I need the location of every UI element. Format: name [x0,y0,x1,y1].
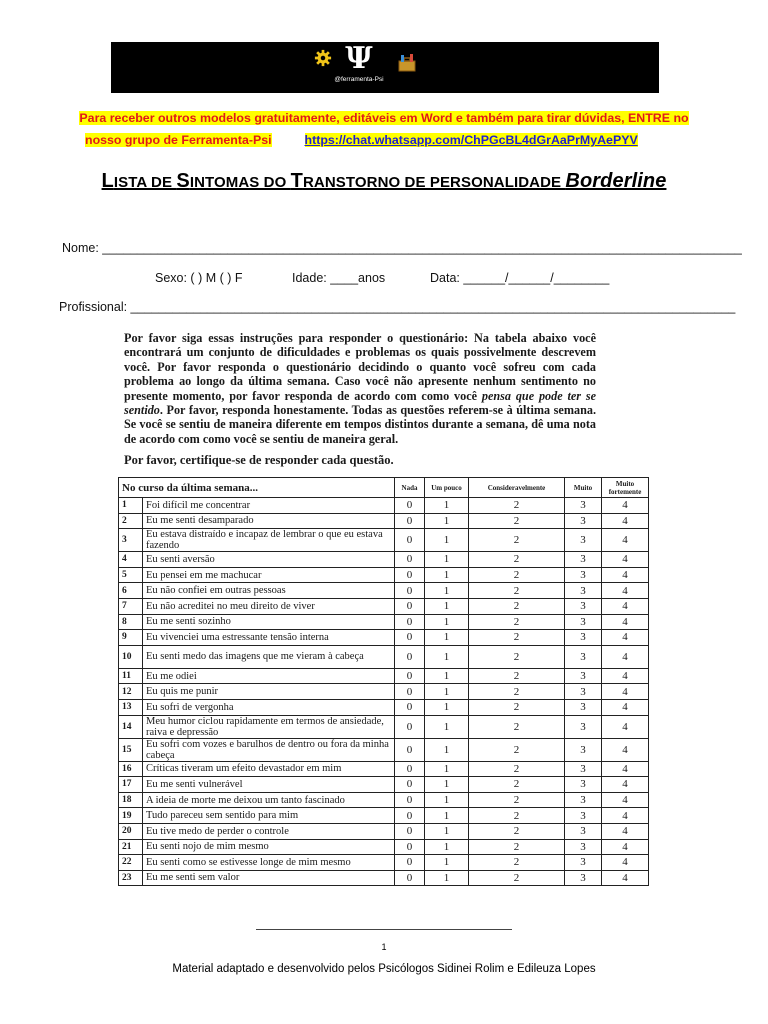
table-row [119,808,649,824]
item-number: 21 [119,839,143,855]
score-option-0[interactable]: 0 [395,645,425,668]
page-number: 1 [381,942,387,952]
item-text: Meu humor ciclou rapidamente em termos de ansiedade, raiva e depressão [143,715,395,738]
table-row [119,498,649,514]
score-option-1[interactable]: 1 [425,529,469,552]
item-number: 8 [119,614,143,630]
score-option-3[interactable]: 3 [565,498,602,514]
score-option-0[interactable]: 0 [395,823,425,839]
score-option-4[interactable]: 4 [602,699,649,715]
score-option-4[interactable]: 4 [602,839,649,855]
score-option-1[interactable]: 1 [425,645,469,668]
document-title [0,168,768,196]
logo-banner [111,42,659,93]
score-option-4[interactable]: 4 [602,645,649,668]
item-text: Eu tive medo de perder o controle [143,823,395,839]
item-text: A ideia de morte me deixou um tanto fascinado [143,792,395,808]
item-text: Eu senti nojo de mim mesmo [143,839,395,855]
table-row [119,614,649,630]
score-option-1[interactable]: 1 [425,738,469,761]
score-option-2[interactable]: 2 [469,823,565,839]
score-option-4[interactable]: 4 [602,552,649,568]
item-number: 11 [119,668,143,684]
score-option-3[interactable]: 3 [565,552,602,568]
whatsapp-group-link[interactable]: https://chat.whatsapp.com/ChPGcBL4dGrAaPrMyAePYV [304,133,638,147]
score-option-2[interactable]: 2 [469,498,565,514]
item-text: Eu vivenciei uma estressante tensão interna [143,630,395,646]
header-muito-fortemente: Muito fortemente [602,478,649,498]
score-option-3[interactable]: 3 [565,630,602,646]
item-text: Eu me senti vulnerável [143,777,395,793]
score-option-1[interactable]: 1 [425,777,469,793]
score-option-3[interactable]: 3 [565,761,602,777]
score-option-4[interactable]: 4 [602,498,649,514]
promo-line-2 [85,130,638,151]
score-option-1[interactable]: 1 [425,715,469,738]
item-number: 15 [119,738,143,761]
table-row [119,567,649,583]
score-option-1[interactable]: 1 [425,839,469,855]
score-option-1[interactable]: 1 [425,823,469,839]
score-option-4[interactable]: 4 [602,513,649,529]
score-option-2[interactable]: 2 [469,513,565,529]
score-option-3[interactable]: 3 [565,668,602,684]
score-option-2[interactable]: 2 [469,583,565,599]
item-text: Eu não acreditei no meu direito de viver [143,598,395,614]
score-option-3[interactable]: 3 [565,529,602,552]
score-option-0[interactable]: 0 [395,614,425,630]
score-option-1[interactable]: 1 [425,567,469,583]
item-number: 4 [119,552,143,568]
table-row [119,777,649,793]
score-option-2[interactable]: 2 [469,614,565,630]
score-option-0[interactable]: 0 [395,567,425,583]
title-part-1: LISTA DE SINTOMAS DO TRANSTORNO DE PERSONALIDADE Borderline [101,170,667,192]
item-number: 17 [119,777,143,793]
score-option-0[interactable]: 0 [395,839,425,855]
score-option-1[interactable]: 1 [425,583,469,599]
item-text: Eu não confiei em outras pessoas [143,583,395,599]
score-option-1[interactable]: 1 [425,684,469,700]
score-option-4[interactable]: 4 [602,761,649,777]
score-option-0[interactable]: 0 [395,529,425,552]
toolbox-icon [397,53,417,73]
score-option-1[interactable]: 1 [425,699,469,715]
score-option-1[interactable]: 1 [425,870,469,886]
score-option-4[interactable]: 4 [602,583,649,599]
table-row [119,792,649,808]
score-option-2[interactable]: 2 [469,808,565,824]
item-number: 22 [119,855,143,871]
score-option-0[interactable]: 0 [395,552,425,568]
table-row [119,645,649,668]
item-text: Eu me senti sem valor [143,870,395,886]
item-text: Críticas tiveram um efeito devastador em mim [143,761,395,777]
score-option-2[interactable]: 2 [469,529,565,552]
logo-handle: @ferramenta-Psi [334,76,384,83]
item-number: 12 [119,684,143,700]
score-option-3[interactable]: 3 [565,855,602,871]
score-option-4[interactable]: 4 [602,808,649,824]
score-option-4[interactable]: 4 [602,855,649,871]
score-option-3[interactable]: 3 [565,738,602,761]
promo-text-1: Para receber outros modelos gratuitamente, editáveis em Word e também para tirar dúvidas, ENTRE no [79,111,689,125]
score-option-0[interactable]: 0 [395,498,425,514]
table-row [119,715,649,738]
table-row [119,513,649,529]
footer-credit: Material adaptado e desenvolvido pelos Psicólogos Sidinei Rolim e Edileuza Lopes [172,963,596,975]
table-row [119,699,649,715]
score-option-0[interactable]: 0 [395,630,425,646]
score-option-1[interactable]: 1 [425,761,469,777]
score-option-2[interactable]: 2 [469,715,565,738]
score-option-2[interactable]: 2 [469,761,565,777]
score-option-4[interactable]: 4 [602,529,649,552]
score-option-2[interactable]: 2 [469,792,565,808]
score-option-3[interactable]: 3 [565,792,602,808]
score-option-2[interactable]: 2 [469,668,565,684]
item-number: 9 [119,630,143,646]
header-muito: Muito [565,478,602,498]
score-option-0[interactable]: 0 [395,870,425,886]
promo-text-2: nosso grupo de Ferramenta-Psi [85,133,272,147]
score-option-0[interactable]: 0 [395,855,425,871]
item-text: Eu me senti sozinho [143,614,395,630]
table-header-row [119,478,649,498]
score-option-3[interactable]: 3 [565,567,602,583]
symptom-table [118,477,649,886]
instructions-paragraph: Por favor siga essas instruções para responder o questionário: Na tabela abaixo você encontrará um conjunto de dificuldades e problemas os quais possivelmente descrevem você. Por favor responda o questionário decidindo o quanto você sofreu com cada problema ao longo da última semana. Caso você não apresente nenhum sentimento no presente momento, por favor responda de acordo com como você pensa que pode ter se sentido. Por favor, responda honestamente. Todas as questões referem-se à última semana. Se você se sentiu de maneira diferente em tempos distintos durante a semana, dê uma nota de acordo com como você se sentiu de maneira geral. [124,331,597,446]
table-row [119,598,649,614]
score-option-4[interactable]: 4 [602,614,649,630]
score-option-2[interactable]: 2 [469,777,565,793]
item-text: Eu sofri de vergonha [143,699,395,715]
item-number: 5 [119,567,143,583]
item-number: 3 [119,529,143,552]
item-number: 6 [119,583,143,599]
score-option-4[interactable]: 4 [602,668,649,684]
promo-banner [40,108,728,151]
score-option-0[interactable]: 0 [395,598,425,614]
table-row [119,839,649,855]
score-option-4[interactable]: 4 [602,777,649,793]
score-option-1[interactable]: 1 [425,614,469,630]
table-body [119,498,649,886]
score-option-2[interactable]: 2 [469,738,565,761]
item-number: 16 [119,761,143,777]
score-option-4[interactable]: 4 [602,630,649,646]
score-option-3[interactable]: 3 [565,645,602,668]
score-option-2[interactable]: 2 [469,855,565,871]
psi-symbol: Ψ [345,41,373,76]
item-number: 20 [119,823,143,839]
score-option-2[interactable]: 2 [469,567,565,583]
professional-field[interactable]: Profissional: _______________________________________________________________________________________ [59,300,736,314]
header-um-pouco: Um pouco [425,478,469,498]
item-text: Eu estava distraído e incapaz de lembrar o que eu estava fazendo [143,529,395,552]
score-option-0[interactable]: 0 [395,738,425,761]
score-option-2[interactable]: 2 [469,552,565,568]
table-row [119,552,649,568]
table-row [119,684,649,700]
table-row [119,855,649,871]
score-option-4[interactable]: 4 [602,598,649,614]
score-option-3[interactable]: 3 [565,513,602,529]
score-option-3[interactable]: 3 [565,583,602,599]
score-option-0[interactable]: 0 [395,684,425,700]
score-option-3[interactable]: 3 [565,823,602,839]
score-option-3[interactable]: 3 [565,699,602,715]
item-text: Eu me senti desamparado [143,513,395,529]
score-option-2[interactable]: 2 [469,870,565,886]
score-option-0[interactable]: 0 [395,668,425,684]
item-number: 7 [119,598,143,614]
score-option-3[interactable]: 3 [565,598,602,614]
table-row [119,738,649,761]
score-option-1[interactable]: 1 [425,668,469,684]
score-option-0[interactable]: 0 [395,761,425,777]
score-option-1[interactable]: 1 [425,513,469,529]
item-number: 23 [119,870,143,886]
score-option-3[interactable]: 3 [565,870,602,886]
score-option-4[interactable]: 4 [602,792,649,808]
score-option-3[interactable]: 3 [565,614,602,630]
item-number: 14 [119,715,143,738]
score-option-0[interactable]: 0 [395,699,425,715]
table-row [119,529,649,552]
score-option-1[interactable]: 1 [425,808,469,824]
item-number: 19 [119,808,143,824]
score-option-1[interactable]: 1 [425,498,469,514]
score-option-1[interactable]: 1 [425,792,469,808]
item-number: 1 [119,498,143,514]
promo-line-1 [40,108,728,129]
score-option-2[interactable]: 2 [469,598,565,614]
score-option-4[interactable]: 4 [602,823,649,839]
score-option-3[interactable]: 3 [565,839,602,855]
score-option-2[interactable]: 2 [469,839,565,855]
score-option-4[interactable]: 4 [602,684,649,700]
score-option-0[interactable]: 0 [395,513,425,529]
item-number: 13 [119,699,143,715]
score-option-0[interactable]: 0 [395,583,425,599]
score-option-0[interactable]: 0 [395,777,425,793]
table-row [119,668,649,684]
table-row [119,870,649,886]
score-option-4[interactable]: 4 [602,567,649,583]
header-consideravelmente: Consideravelmente [469,478,565,498]
score-option-0[interactable]: 0 [395,792,425,808]
score-option-4[interactable]: 4 [602,715,649,738]
item-text: Eu senti como se estivesse longe de mim mesmo [143,855,395,871]
item-number: 18 [119,792,143,808]
score-option-1[interactable]: 1 [425,598,469,614]
item-text: Tudo pareceu sem sentido para mim [143,808,395,824]
score-option-3[interactable]: 3 [565,684,602,700]
score-option-0[interactable]: 0 [395,808,425,824]
item-number: 10 [119,645,143,668]
table-row [119,823,649,839]
score-option-2[interactable]: 2 [469,684,565,700]
item-text: Eu senti aversão [143,552,395,568]
item-text: Eu me odiei [143,668,395,684]
score-option-1[interactable]: 1 [425,630,469,646]
score-option-1[interactable]: 1 [425,855,469,871]
item-text: Eu quis me punir [143,684,395,700]
score-option-3[interactable]: 3 [565,715,602,738]
sex-field[interactable]: Sexo: ( ) M ( ) F [155,271,243,285]
item-text: Eu senti medo das imagens que me vieram à cabeça [143,645,395,668]
date-field[interactable]: Data: ______/______/________ [430,271,610,285]
score-option-2[interactable]: 2 [469,699,565,715]
item-text: Foi difícil me concentrar [143,498,395,514]
score-option-2[interactable]: 2 [469,630,565,646]
header-nada: Nada [395,478,425,498]
signature-line [256,929,512,930]
score-option-1[interactable]: 1 [425,552,469,568]
header-week: No curso da última semana... [119,478,395,498]
gear-icon [314,49,332,67]
item-number: 2 [119,513,143,529]
score-option-0[interactable]: 0 [395,715,425,738]
item-text: Eu pensei em me machucar [143,567,395,583]
score-option-3[interactable]: 3 [565,808,602,824]
age-field[interactable]: Idade: ____anos [292,271,386,285]
name-field[interactable]: Nome: ____________________________________________________________________________________________ [62,241,742,255]
score-option-2[interactable]: 2 [469,645,565,668]
certify-note: Por favor, certifique-se de responder cada questão. [124,453,394,467]
score-option-3[interactable]: 3 [565,777,602,793]
table-row [119,630,649,646]
score-option-4[interactable]: 4 [602,738,649,761]
table-row [119,761,649,777]
item-text: Eu sofri com vozes e barulhos de dentro ou fora da minha cabeça [143,738,395,761]
score-option-4[interactable]: 4 [602,870,649,886]
table-row [119,583,649,599]
